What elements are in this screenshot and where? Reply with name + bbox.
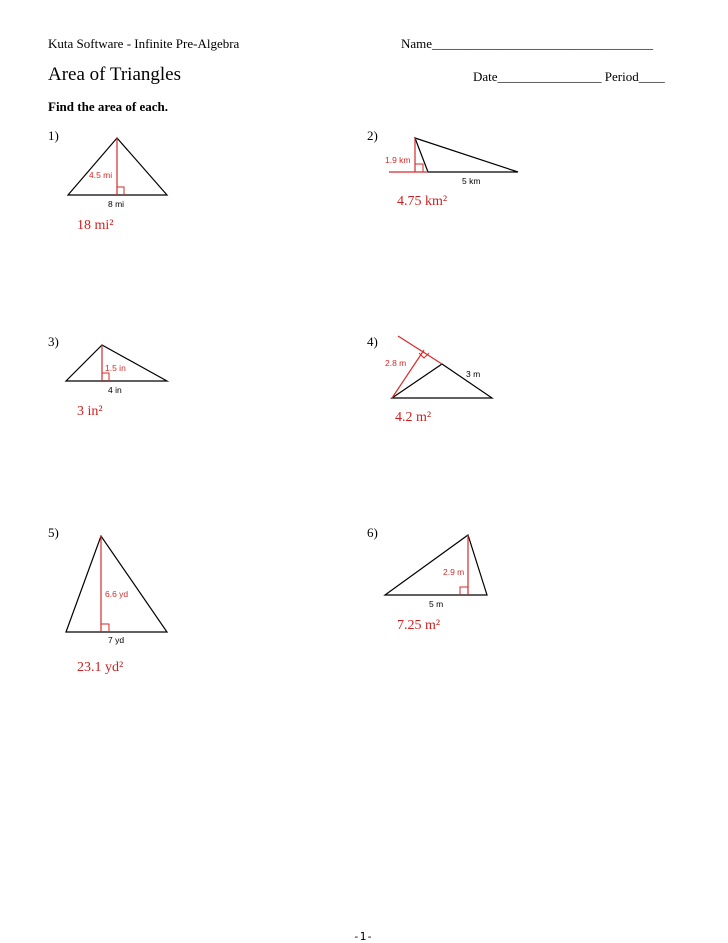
page-number: -1- <box>353 930 373 943</box>
problem-4-height-label: 2.8 m <box>385 358 407 368</box>
problem-5-base-label: 7 yd <box>108 635 125 645</box>
name-field: Name__________________________________ <box>401 36 654 51</box>
problem-2-height-label: 1.9 km <box>385 155 411 165</box>
problem-3-number: 3) <box>48 334 59 349</box>
problem-6-triangle <box>385 535 487 609</box>
problem-6-answer: 7.25 m² <box>397 618 441 633</box>
problem-3-answer: 3 in² <box>77 404 103 419</box>
worksheet-title: Area of Triangles <box>48 64 181 85</box>
problem-1-base-label: 8 mi <box>108 199 125 209</box>
problem-4-triangle <box>385 336 492 398</box>
problem-4-number: 4) <box>367 334 378 349</box>
problem-2-triangle <box>385 138 518 186</box>
problem-1-height-label: 4.5 mi <box>89 170 113 180</box>
problem-2-number: 2) <box>367 128 378 143</box>
problem-2-base-label: 5 km <box>462 176 481 186</box>
problem-5-triangle <box>66 536 167 645</box>
problem-4-base-label: 3 m <box>466 369 481 379</box>
problem-3-height-label: 1.5 in <box>105 363 126 373</box>
problem-1-triangle <box>68 138 167 209</box>
problem-3-base-label: 4 in <box>108 385 122 395</box>
problem-2-answer: 4.75 km² <box>397 194 448 209</box>
problem-5-height-label: 6.6 yd <box>105 589 129 599</box>
problem-4-answer: 4.2 m² <box>395 410 432 425</box>
problem-6-base-label: 5 m <box>429 599 444 609</box>
problem-6-height-label: 2.9 m <box>443 567 465 577</box>
problem-1-number: 1) <box>48 128 59 143</box>
date-period-field: Date________________ Period____ <box>473 69 665 84</box>
problem-5-answer: 23.1 yd² <box>77 660 124 675</box>
problem-6-number: 6) <box>367 525 378 540</box>
instructions: Find the area of each. <box>48 99 168 114</box>
problem-3-triangle <box>66 345 167 395</box>
problem-5-number: 5) <box>48 525 59 540</box>
publisher-text: Kuta Software - Infinite Pre-Algebra <box>48 36 240 51</box>
problem-1-answer: 18 mi² <box>77 218 114 233</box>
